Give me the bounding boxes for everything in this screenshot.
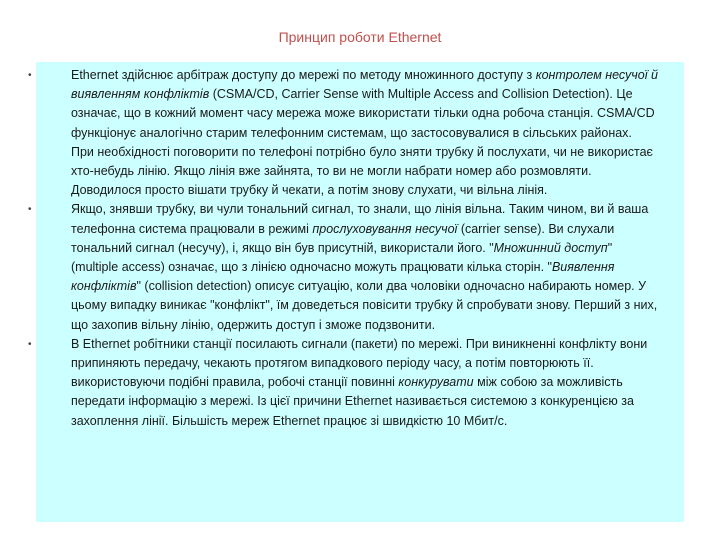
slide-title: Принцип роботи Ethernet xyxy=(278,29,442,45)
italic-term: конкурувати xyxy=(398,375,474,390)
text-segment: (carrier sense). Ви слухали тональний сигнал (несучу), і, якщо він був присутній, використали його. " xyxy=(71,221,615,255)
italic-term: Виявлення конфліктів xyxy=(71,260,615,294)
bullet-icon: • xyxy=(28,338,32,350)
text-segment: (CSMA/CD, Carrier Sense with Multiple Access and Collision Detection). Це означає, що в кожний момент часу мережа може використати тільки одна робоча станція. CSMA/CD функціонує аналогічно старим телефонним системам, що застосовувалися в сільських районах. При необхідності поговорити по телефоні потрібно було зняти трубку й послухати, чи не використає хто-небудь лінію. Якщо лінія вже зайнята, то ви не могли набрати номер або розмовляти. Доводилося просто вішати трубку й чекати, а потім знову слухати, чи вільна лінія. xyxy=(71,87,655,198)
text-segment: між собою за можливість передати інформацію з мережі. Із цієї причини Ethernet називається системою з конкуренцією за захоплення лінії. Більшість мереж Ethernet працює зі швидкістю 10 Мбит/с. xyxy=(71,375,634,428)
content-box xyxy=(28,62,684,522)
italic-term: прослуховування несучої xyxy=(312,221,458,236)
italic-term: контролем несучої й виявленням конфліктів xyxy=(71,68,658,102)
text-segment: Якщо, знявши трубку, ви чули тональний сигнал, то знали, що лінія вільна. Таким чином, ви й ваша телефонна система працювали в режимі xyxy=(71,202,649,236)
bullet-icon: • xyxy=(28,204,32,216)
bullet-item-1 xyxy=(28,66,658,200)
bullet-item-2 xyxy=(28,200,658,334)
text-segment: В Ethernet робітники станції посилають сигнали (пакети) по мережі. При виникненні конфлікту вони припиняють передачу, чекають протягом випадкового періоду часу, а потім повторюють її. використовуючи подібні правила, робочі станції повинні xyxy=(71,336,648,390)
text-segment: " (multiple access) означає, що з лінією одночасно можуть працювати кілька сторін. " xyxy=(71,240,613,275)
text-segment: Ethernet здійснює арбітраж доступу до мережі по методу множинного доступу з xyxy=(71,68,536,82)
text-segment: " (collision detection) описує ситуацію, коли два чоловіки одночасно набирають номер. У цьому випадку виникає "конфлікт", їм доведеться повісити трубку й спробувати знову. Перший з них, що захопив вільну лінію, одержить доступ і зможе подзвонити. xyxy=(71,279,658,332)
italic-term: Множинний доступ xyxy=(493,240,608,255)
bullet-item-3 xyxy=(28,335,658,431)
bullet-icon: • xyxy=(28,70,32,81)
bullet-list xyxy=(28,62,684,431)
